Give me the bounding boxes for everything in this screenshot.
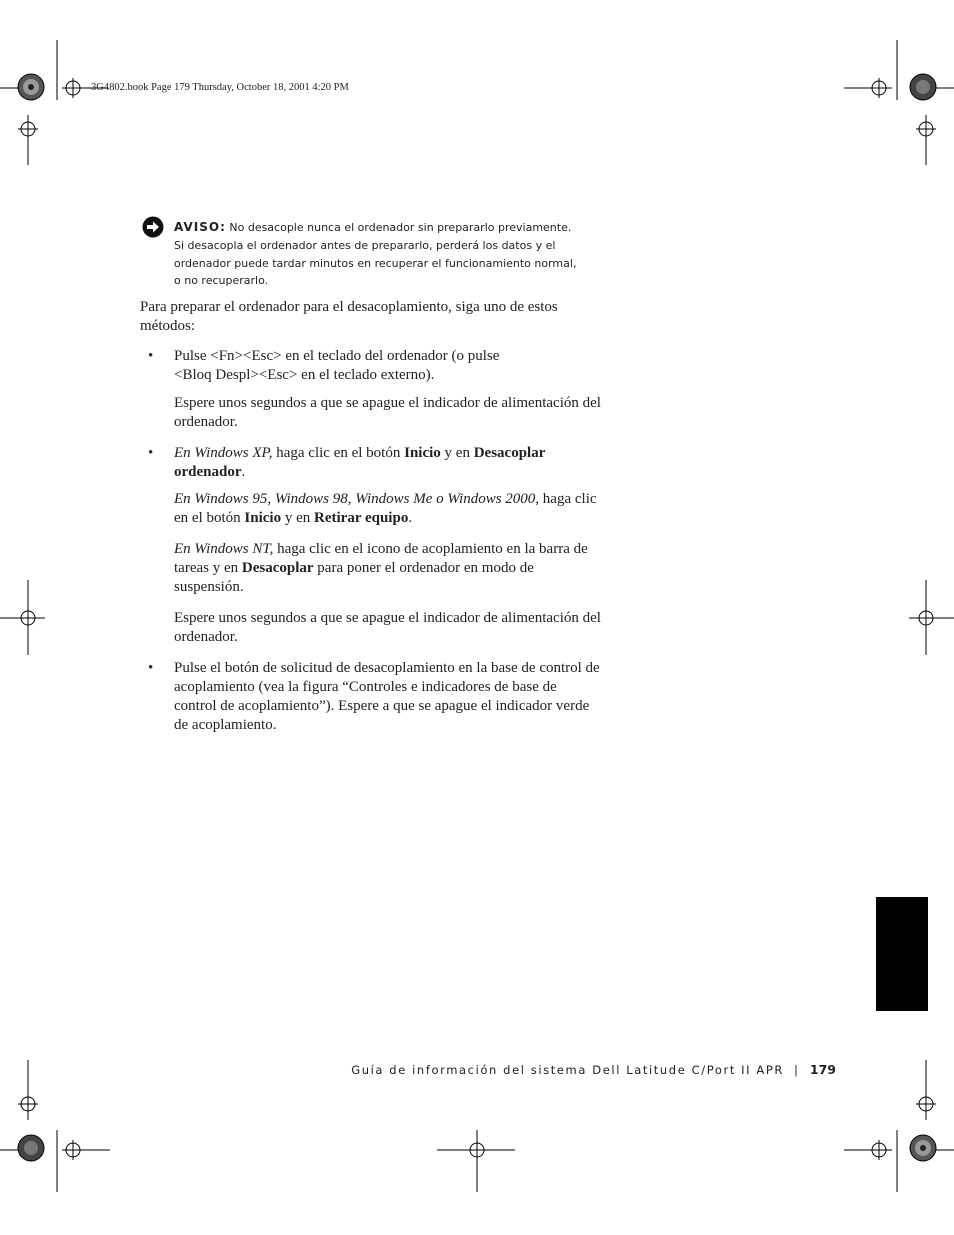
- registration-target-bottom-right: [909, 1134, 937, 1162]
- notice-block: [174, 219, 614, 290]
- crop-mark-bottom-center: [437, 1130, 517, 1200]
- item1-note: [174, 394, 636, 432]
- item2-p3-line-3: suspensión.: [174, 579, 244, 595]
- item2-paragraph-3: [174, 540, 636, 597]
- print-info-header: 3G4802.book Page 179 Thursday, October 18, 2001 4:20 PM: [91, 82, 349, 93]
- item3-line-4: de acoplamiento.: [174, 717, 277, 733]
- item1-line-1: Pulse <Fn><Esc> en el teclado del ordenador (o pulse: [174, 348, 500, 364]
- item2-p2-line-1: En Windows 95, Windows 98, Windows Me o Windows 2000, haga clic: [174, 491, 597, 507]
- page-number: 179: [809, 1062, 836, 1077]
- intro-line-2: métodos:: [140, 318, 195, 334]
- list-item: [174, 444, 636, 482]
- registration-target-bottom-left: [17, 1134, 45, 1162]
- bullet-2: •: [148, 445, 154, 461]
- footer-separator: |: [794, 1063, 798, 1077]
- list-item: [174, 659, 636, 735]
- item1-line-2: <Bloq Despl><Esc> en el teclado externo).: [174, 367, 435, 383]
- page-footer: [351, 1062, 836, 1077]
- footer-title: Guía de información del sistema Dell Latitude C/Port II APR: [351, 1063, 785, 1077]
- crop-mark-top-right: [834, 40, 954, 170]
- item2-paragraph-4: [174, 609, 636, 647]
- bullet-1: •: [148, 348, 154, 364]
- section-thumb-tab: [876, 897, 928, 1011]
- notice-line-1: [174, 219, 614, 237]
- crop-mark-mid-right: [904, 580, 954, 660]
- item2-p4-line-2: ordenador.: [174, 629, 238, 645]
- item2-p2-line-2: en el botón Inicio y en Retirar equipo.: [174, 510, 413, 526]
- notice-text-1: No desacople nunca el ordenador sin prepararlo previamente.: [229, 221, 572, 234]
- crop-mark-top-left: [0, 40, 120, 170]
- list-item: [174, 347, 636, 385]
- notice-label: AVISO:: [174, 220, 226, 234]
- intro-paragraph: [140, 298, 640, 336]
- notice-line-2: Si desacopla el ordenador antes de prepararlo, perderá los datos y el: [174, 238, 556, 252]
- crop-mark-bottom-left: [0, 1060, 120, 1195]
- notice-arrow-icon: [142, 216, 164, 238]
- registration-target-top-right: [909, 73, 937, 101]
- item2-paragraph-2: [174, 490, 636, 528]
- item2-p1-line-1: En Windows XP, haga clic en el botón Inicio y en Desacoplar: [174, 445, 546, 461]
- item1-note-line-1: Espere unos segundos a que se apague el indicador de alimentación del: [174, 395, 601, 411]
- item3-line-3: control de acoplamiento”). Espere a que se apague el indicador verde: [174, 698, 590, 714]
- item3-line-2: acoplamiento (vea la figura “Controles e indicadores de base de: [174, 679, 557, 695]
- item2-p1-line-2: ordenador.: [174, 464, 246, 480]
- notice-line-3: ordenador puede tardar minutos en recuperar el funcionamiento normal,: [174, 256, 577, 270]
- item3-line-1: Pulse el botón de solicitud de desacoplamiento en la base de control de: [174, 660, 600, 676]
- item1-note-line-2: ordenador.: [174, 414, 238, 430]
- intro-line-1: Para preparar el ordenador para el desacoplamiento, siga uno de estos: [140, 299, 558, 315]
- crop-mark-bottom-right: [834, 1060, 954, 1195]
- registration-target-top-left: [17, 73, 45, 101]
- item2-p3-line-2: tareas y en Desacoplar para poner el ordenador en modo de: [174, 560, 534, 576]
- notice-line-4: o no recuperarlo.: [174, 274, 269, 288]
- bullet-3: •: [148, 660, 154, 676]
- item2-p3-line-1: En Windows NT, haga clic en el icono de acoplamiento en la barra de: [174, 541, 588, 557]
- item2-p4-line-1: Espere unos segundos a que se apague el indicador de alimentación del: [174, 610, 601, 626]
- crop-mark-mid-left: [0, 580, 50, 660]
